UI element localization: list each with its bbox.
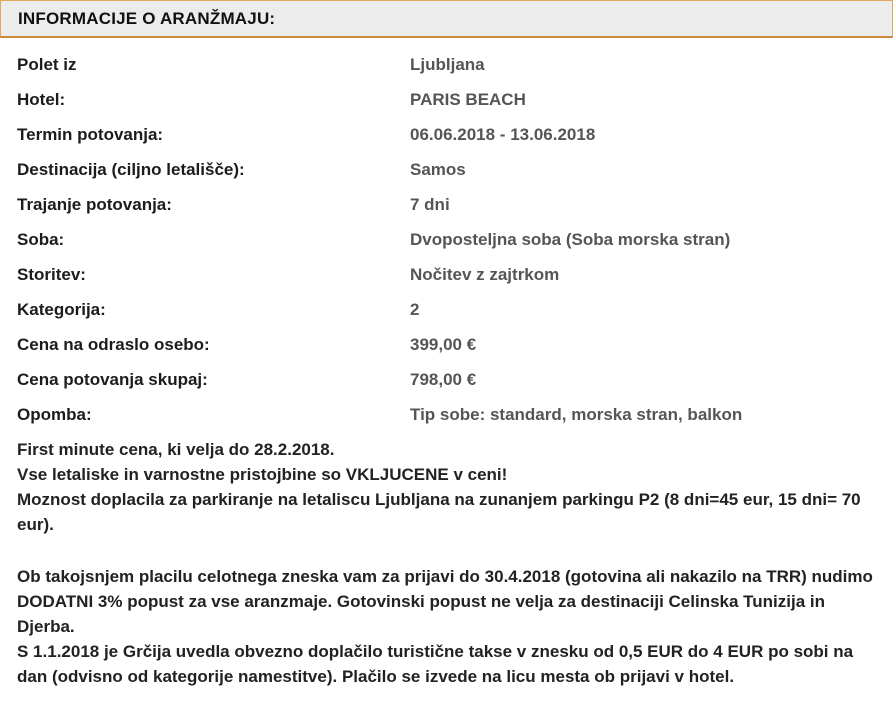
note-block-discount-and-tax [17,564,883,689]
row-label-room: Soba: [17,229,65,249]
note-line: First minute cena, ki velja do 28.2.2018. [17,440,335,459]
row-value-category: 2 [410,299,420,319]
table-row [0,257,893,292]
note-block-first-minute [17,437,883,537]
note-line: Ob takojsnjem placilu celotnega zneska vam za prijavi do 30.4.2018 (gotovina ali nakazilo na TRR) nudimo DODATNI 3% popust za vse aranzmaje. Gotovinski popust ne velja za destinaciji Celinska Tunizija in Djerba. [17,567,873,636]
row-value-price-per-adult: 399,00 € [410,334,477,354]
table-row [0,327,893,362]
row-value-travel-dates: 06.06.2018 - 13.06.2018 [410,124,596,144]
table-row [0,152,893,187]
arrangement-info-table [0,47,893,432]
note-line: Vse letaliske in varnostne pristojbine so VKLJUCENE v ceni! [17,465,508,484]
note-line: Moznost doplacila za parkiranje na letaliscu Ljubljana na zunanjem parkingu P2 (8 dni=45 eur, 15 dni= 70 eur). [17,490,861,534]
row-value-duration: 7 dni [410,194,450,214]
row-label-service: Storitev: [17,264,86,284]
table-row [0,82,893,117]
row-value-remark: Tip sobe: standard, morska stran, balkon [410,404,743,424]
row-label-destination: Destinacija (ciljno letališče): [17,159,245,179]
row-label-hotel: Hotel: [17,89,66,109]
table-row [0,397,893,432]
row-label-category: Kategorija: [17,299,106,319]
table-row [0,117,893,152]
row-label-remark: Opomba: [17,404,92,424]
table-row [0,222,893,257]
row-label-total-price: Cena potovanja skupaj: [17,369,208,389]
note-line: S 1.1.2018 je Grčija uvedla obvezno doplačilo turistične takse v znesku od 0,5 EUR do 4 EUR po sobi na dan (odvisno od kategorije namestitve). Plačilo se izvede na licu mesta ob prijavi v hotel. [17,642,854,686]
notes-section [0,437,893,689]
table-row [0,187,893,222]
table-row [0,47,893,82]
row-value-destination: Samos [410,159,466,179]
row-label-price-per-adult: Cena na odraslo osebo: [17,334,210,354]
table-row [0,362,893,397]
row-label-travel-dates: Termin potovanja: [17,124,164,144]
row-value-hotel: PARIS BEACH [410,89,526,109]
row-value-room: Dvoposteljna soba (Soba morska stran) [410,229,731,249]
section-title: INFORMACIJE O ARANŽMAJU: [18,9,276,28]
row-value-service: Nočitev z zajtrkom [410,264,560,284]
table-row [0,292,893,327]
row-value-total-price: 798,00 € [410,369,477,389]
section-header [0,0,893,38]
row-label-duration: Trajanje potovanja: [17,194,172,214]
row-label-flight-from: Polet iz [17,54,77,74]
row-value-flight-from: Ljubljana [410,54,485,74]
